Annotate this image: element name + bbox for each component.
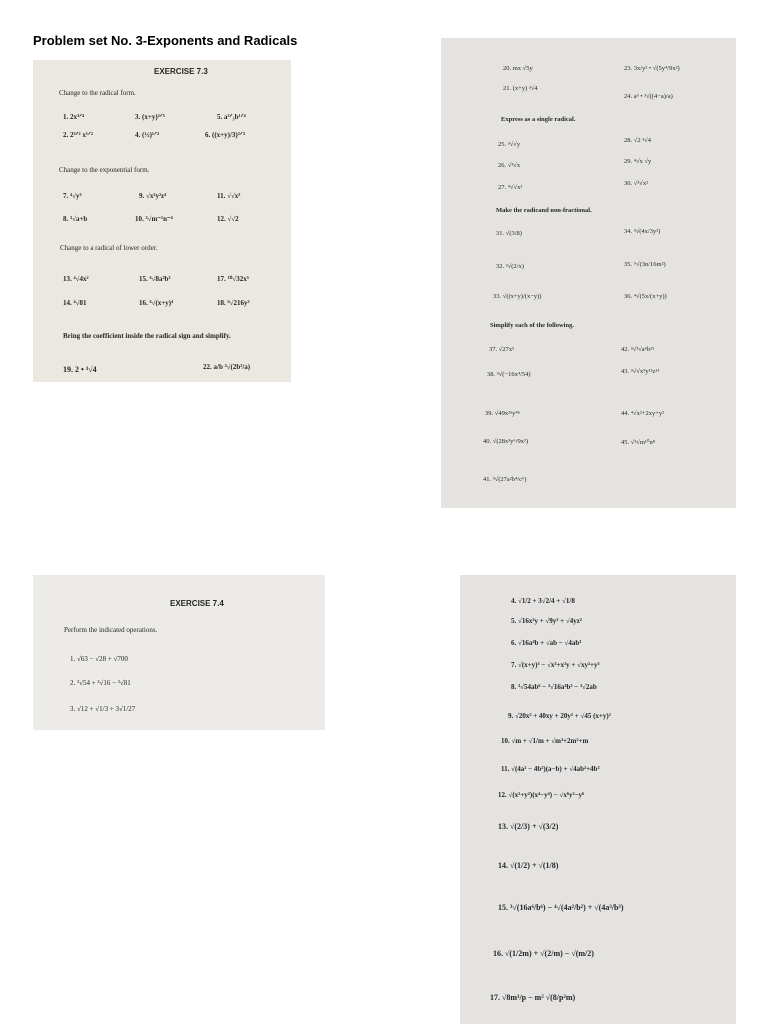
problem: 15. ³√(16a⁶/b⁶) − ⁴√(4a²/b²) + √(4a³/b³) xyxy=(498,903,624,912)
problem: 34. ³√(4x/3y²) xyxy=(624,228,661,235)
problem: 1. √63 − √28 + √700 xyxy=(70,655,128,663)
problem: 5. √16x²y + √9y³ + √4yz² xyxy=(511,617,582,625)
problem: 24. a³ • ³√((4−a)/a) xyxy=(624,93,673,100)
problem: 35. ⁵√(3n/16m²) xyxy=(624,261,666,268)
problem: 2. ³√54 + ³√16 − ³√81 xyxy=(70,679,131,687)
problem: 17. √8m³/p − m² √(8/p²m) xyxy=(490,993,576,1002)
problem: 13. ⁴√4x² xyxy=(63,275,89,283)
problem: 8. ³√a+b xyxy=(63,215,88,223)
problem: 12. √√2 xyxy=(217,215,239,223)
problem: 9. √20x² + 40xy + 20y² + √45 (x+y)² xyxy=(508,712,611,720)
problem: 19. 2 • ³√4 xyxy=(63,365,97,374)
problem: 3. (x+y)²ᐟ⁵ xyxy=(135,113,165,121)
problem: 16. √(1/2m) + √(2/m) − √(m/2) xyxy=(493,949,594,958)
problem: 33. √((x+y)/(x−y)) xyxy=(493,293,542,300)
problem: 43. ³√√x⁹y¹²z¹³ xyxy=(621,368,660,375)
section-instruction: Bring the coefficient inside the radical sign and simplify. xyxy=(63,332,231,340)
problem: 36. ⁴√(5x/(x+y)) xyxy=(624,293,667,300)
problem: 15. ⁶√8a³b³ xyxy=(139,275,171,283)
problem: 31. √(3/8) xyxy=(496,230,522,237)
problem: 45. √³√m¹⁰n⁸ xyxy=(621,439,655,446)
problem: 14. √(1/2) + √(1/8) xyxy=(498,861,559,870)
problem: 4. √1/2 + 3√2/4 + √1/8 xyxy=(511,597,575,605)
problem: 12. √(x²+y²)(x⁴−y⁴) − √x⁶y²−y⁶ xyxy=(498,791,585,799)
problem: 2. 2³ᐟ² x¹ᐟ² xyxy=(63,131,94,139)
problem: 8. ³√54ab⁶ − ³√16a⁴b³ − ³√2ab xyxy=(511,683,597,691)
exercise-heading: EXERCISE 7.3 xyxy=(154,67,208,76)
document-title: Problem set No. 3-Exponents and Radicals xyxy=(33,33,298,48)
section-instruction: Change to the radical form. xyxy=(59,89,136,97)
problem: 26. √³√x xyxy=(498,162,521,169)
problem: 38. ³√(−16x⁴/54) xyxy=(487,371,531,378)
problem: 11. √√x³ xyxy=(217,192,241,200)
problems-20-45-photo xyxy=(441,38,736,508)
problem: 6. √16a⁴b + √ab − √4ab³ xyxy=(511,639,582,647)
problems-4-17-photo xyxy=(460,575,736,1024)
problem: 17. ¹⁰√32x⁵ xyxy=(217,275,249,283)
section-instruction: Make the radicand non-fractional. xyxy=(496,207,592,214)
problem: 1. 2x³ᐟ⁴ xyxy=(63,113,85,121)
problem: 41. ³√(27a²b⁴/c⁶) xyxy=(483,476,527,483)
problem: 4. (½)¹ᐟ³ xyxy=(135,131,160,139)
problem: 42. ³√³√a⁶b¹⁵ xyxy=(621,346,655,353)
problem: 40. √(28x³y⁶/9x²) xyxy=(483,438,529,445)
problem: 32. ³√(2/x) xyxy=(496,263,524,270)
problem: 6. ((x+y)/3)²ᐟ³ xyxy=(205,131,245,139)
problem: 10. ³√m⁻¹n⁻⁴ xyxy=(135,215,173,223)
exercise-7-4-photo xyxy=(33,575,325,730)
problem: 27. ⁴√√x³ xyxy=(498,184,523,191)
problem: 25. ³√√y xyxy=(498,141,521,148)
problem: 39. √49x²ⁿy⁴ⁿ xyxy=(485,410,520,417)
problem: 7. √(x+y)³ − √x³+x²y + √xy²+y³ xyxy=(511,661,600,669)
problem: 44. ⁴√x²+2xy+y² xyxy=(621,410,665,417)
problem: 30. √³√x² xyxy=(624,180,649,187)
problem: 23. 3x/y² • √(5y⁴/9x²) xyxy=(624,65,680,72)
problem: 22. a/b ³√(2b³/a) xyxy=(203,363,251,371)
problem: 20. mx √5y xyxy=(503,65,533,72)
section-instruction: Change to the exponential form. xyxy=(59,166,150,174)
problem: 37. √27x⁵ xyxy=(489,346,515,353)
exercise-7-3-photo xyxy=(33,60,291,382)
problem: 7. ⁴√y³ xyxy=(63,192,82,200)
problem: 29. ⁴√x √y xyxy=(624,158,652,165)
problem: 14. ⁴√81 xyxy=(63,299,87,307)
problem: 10. √m + √1/m + √m³+2m²+m xyxy=(501,737,589,745)
problem: 21. (x+y) ³√4 xyxy=(503,85,538,92)
section-instruction: Express as a single radical. xyxy=(501,116,576,123)
problem: 28. √2 ³√4 xyxy=(624,137,651,144)
section-instruction: Simplify each of the following. xyxy=(490,322,574,329)
problem: 3. √12 + √1/3 + 3√1/27 xyxy=(70,705,136,713)
problem: 5. a²ᐟ₃b¹ᐟ⁴ xyxy=(217,113,246,121)
problem: 11. √(4a² − 4b²)(a−b) + √4ab²+4b³ xyxy=(501,765,600,773)
section-instruction: Perform the indicated operations. xyxy=(64,626,158,634)
problem: 9. √x³y²z⁴ xyxy=(139,192,167,200)
problem: 16. ⁶√(x+y)⁴ xyxy=(139,299,174,307)
problem: 18. ⁶√216y³ xyxy=(217,299,250,307)
section-instruction: Change to a radical of lower order. xyxy=(60,244,158,252)
problem: 13. √(2/3) + √(3/2) xyxy=(498,822,559,831)
exercise-heading: EXERCISE 7.4 xyxy=(170,599,224,608)
